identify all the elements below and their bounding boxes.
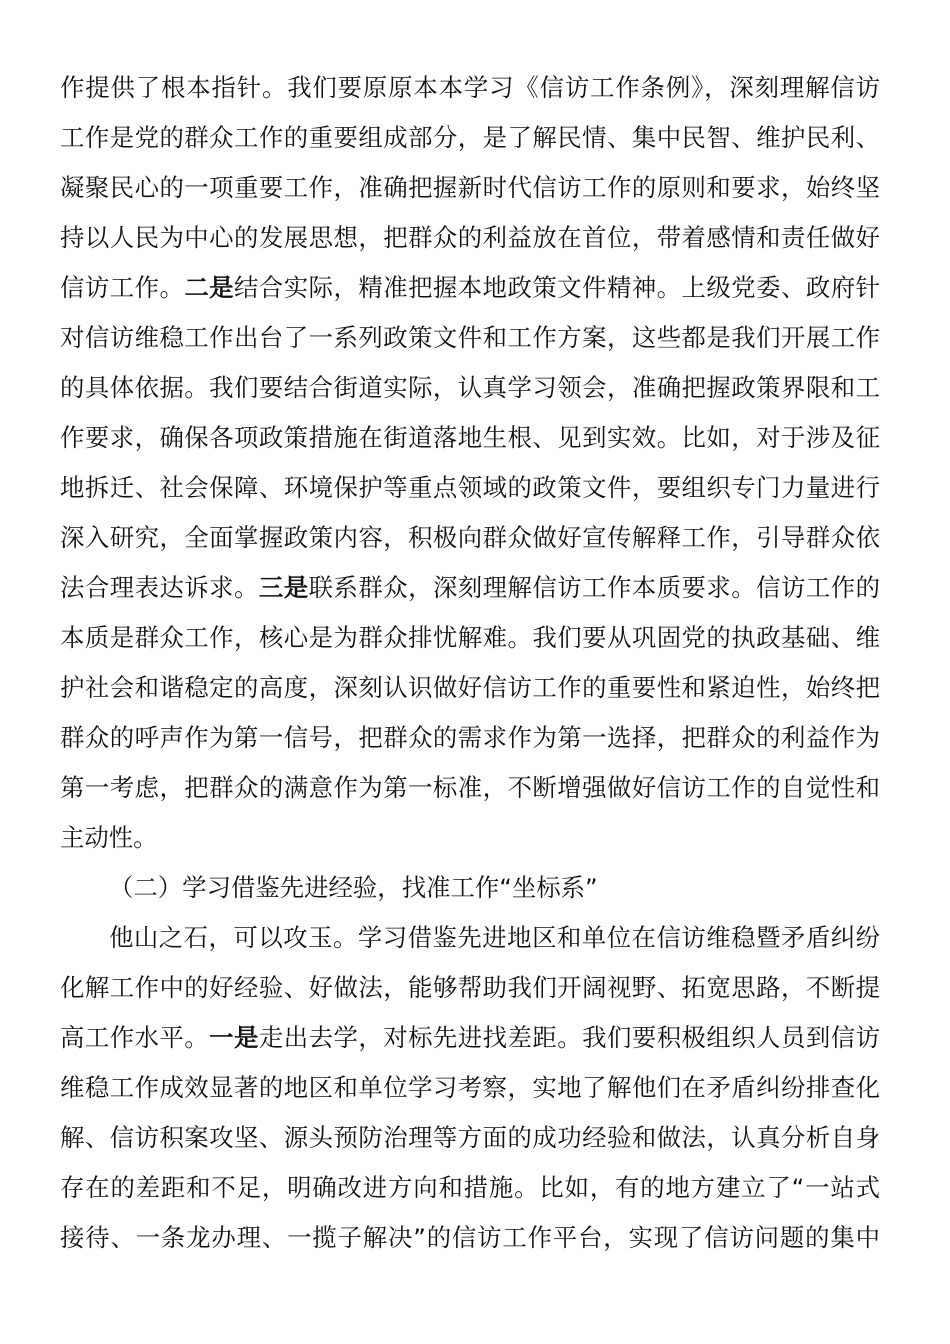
text-line: 凝聚民心的一项重要工作，准确把握新时代信访工作的原则和要求，始终坚 — [60, 173, 880, 202]
text-line: 对信访维稳工作出台了一系列政策文件和工作方案，这些都是我们开展工作 — [60, 323, 880, 352]
text-line: 主动性。 — [60, 823, 158, 852]
text-run: 信访工作。 — [60, 273, 185, 302]
text-run: 联系群众，深刻理解信访工作本质要求。信访工作的 — [308, 573, 880, 602]
text-line — [60, 268, 880, 308]
text-line: 群众的呼声作为第一信号，把群众的需求作为第一选择，把群众的利益作为 — [60, 723, 880, 752]
text-line: 维稳工作成效显著的地区和单位学习考察，实地了解他们在矛盾纠纷排查化 — [60, 1073, 880, 1102]
bold-marker: 二是 — [184, 273, 235, 302]
bold-marker: 一是 — [209, 1023, 259, 1052]
text-line: 存在的差距和不足，明确改进方向和措施。比如，有的地方建立了“一站式 — [60, 1173, 880, 1202]
text-run: 走出去学，对标先进找差距。我们要积极组织人员到信访 — [258, 1023, 880, 1052]
text-run: 高工作水平。 — [60, 1023, 210, 1052]
text-line: 地拆迁、社会保障、环境保护等重点领域的政策文件，要组织专门力量进行 — [60, 473, 880, 502]
text-line: 第一考虑，把群众的满意作为第一标准，不断增强做好信访工作的自觉性和 — [60, 773, 880, 802]
text-line: 作要求，确保各项政策措施在街道落地生根、见到实效。比如，对于涉及征 — [60, 423, 880, 452]
text-line: 深入研究，全面掌握政策内容，积极向群众做好宣传解释工作，引导群众依 — [60, 523, 880, 552]
text-line: 工作是党的群众工作的重要组成部分，是了解民情、集中民智、维护民利、 — [60, 123, 880, 152]
text-line: 解、信访积案攻坚、源头预防治理等方面的成功经验和做法，认真分析自身 — [60, 1123, 880, 1152]
text-run: 结合实际，精准把握本地政策文件精神。上级党委、政府针 — [234, 273, 880, 302]
bold-marker: 三是 — [258, 573, 309, 602]
text-run: 法合理表达诉求。 — [60, 573, 259, 602]
text-line: 持以人民为中心的发展思想，把群众的利益放在首位，带着感情和责任做好 — [60, 223, 880, 252]
text-line: 接待、一条龙办理、一揽子解决”的信访工作平台，实现了信访问题的集中 — [60, 1223, 880, 1252]
text-line: 作提供了根本指针。我们要原原本本学习《信访工作条例》，深刻理解信访 — [60, 73, 880, 102]
text-line: 护社会和谐稳定的高度，深刻认识做好信访工作的重要性和紧迫性，始终把 — [60, 673, 880, 702]
text-line: 化解工作中的好经验、好做法，能够帮助我们开阔视野、拓宽思路，不断提 — [60, 973, 880, 1002]
text-line — [60, 568, 880, 608]
text-line: 的具体依据。我们要结合街道实际，认真学习领会，准确把握政策界限和工 — [60, 373, 880, 402]
text-line — [60, 1018, 880, 1058]
text-line: 本质是群众工作，核心是为群众排忧解难。我们要从巩固党的执政基础、维 — [60, 623, 880, 652]
text-line: 他山之石，可以攻玉。学习借鉴先进地区和单位在信访维稳暨矛盾纠纷 — [109, 923, 880, 952]
section-heading: （二）学习借鉴先进经验，找准工作“坐标系” — [109, 873, 598, 902]
